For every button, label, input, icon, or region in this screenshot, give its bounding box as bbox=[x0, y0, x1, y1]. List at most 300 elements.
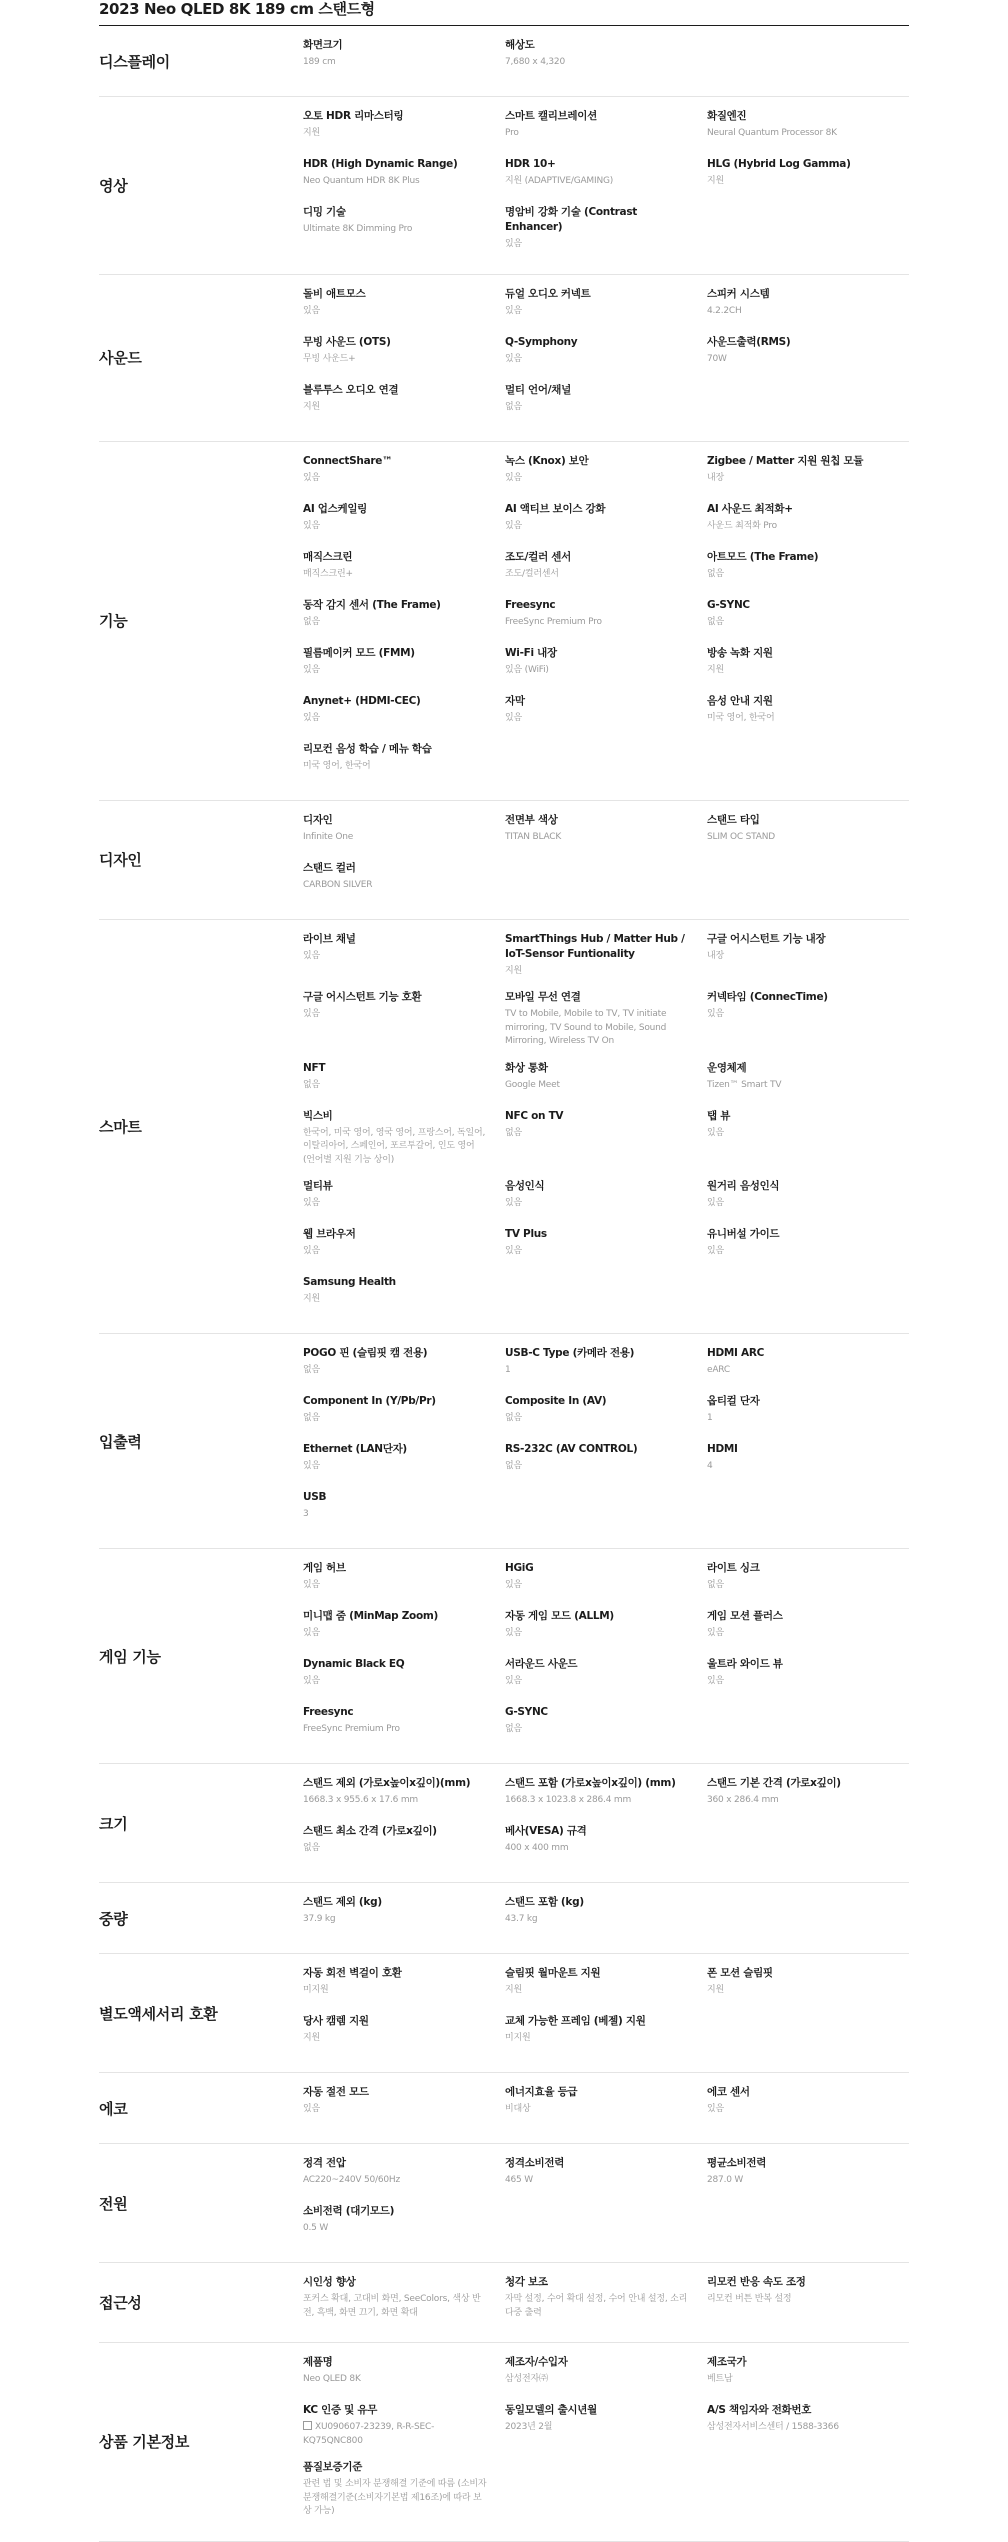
spec-label: 해상도 bbox=[505, 39, 535, 51]
spec-grid bbox=[303, 2144, 909, 2262]
spec-item bbox=[505, 1442, 707, 1478]
spec-label: 베사(VESA) 규격 bbox=[505, 1825, 587, 1837]
spec-item bbox=[303, 598, 505, 634]
spec-value-text: 미지원 bbox=[505, 2033, 531, 2043]
spec-label: 오토 HDR 리마스터링 bbox=[303, 110, 404, 122]
spec-item bbox=[303, 2085, 505, 2121]
spec-value-text: 있음 bbox=[303, 1676, 320, 1686]
spec-label: 전면부 색상 bbox=[505, 813, 558, 826]
spec-label: 청각 보조 bbox=[505, 2276, 548, 2288]
spec-value bbox=[303, 1245, 487, 1259]
spec-value bbox=[303, 2222, 487, 2236]
spec-label: 라이브 채널 bbox=[303, 932, 356, 945]
spec-value-text: 없음 bbox=[505, 1413, 522, 1423]
spec-item bbox=[707, 1394, 909, 1430]
spec-label: 웹 브라우저 bbox=[303, 1228, 356, 1240]
spec-label: HGiG bbox=[505, 1562, 534, 1574]
spec-item bbox=[707, 1657, 909, 1693]
spec-value bbox=[303, 127, 487, 141]
spec-item bbox=[303, 1442, 505, 1478]
spec-value bbox=[303, 1460, 487, 1474]
spec-value-text: Pro bbox=[505, 128, 519, 138]
section-title: 사운드 bbox=[99, 349, 142, 367]
spec-label: 제조자/수입자 bbox=[505, 2356, 568, 2368]
spec-item bbox=[505, 598, 707, 634]
spec-label: 녹스 (Knox) 보안 bbox=[505, 454, 589, 467]
spec-value bbox=[707, 1984, 891, 1998]
spec-grid bbox=[303, 920, 909, 1334]
spec-value-text: Tizen™ Smart TV bbox=[707, 1079, 782, 1090]
spec-label: Dynamic Black EQ bbox=[303, 1658, 405, 1670]
spec-item bbox=[707, 1109, 909, 1168]
spec-value-text: 삼성전자서비스센터 / 1588-3366 bbox=[707, 2422, 839, 2432]
spec-value bbox=[303, 1984, 487, 1998]
spec-value bbox=[505, 1197, 689, 1211]
spec-item bbox=[707, 646, 909, 682]
spec-value-text: TITAN BLACK bbox=[505, 831, 562, 842]
spec-label: 소비전력 (대기모드) bbox=[303, 2205, 395, 2217]
spec-value bbox=[303, 1842, 487, 1856]
spec-value bbox=[707, 950, 891, 964]
spec-value bbox=[505, 472, 689, 486]
spec-grid bbox=[303, 1764, 909, 1882]
spec-label: 리모컨 반응 속도 조정 bbox=[707, 2276, 806, 2288]
spec-value bbox=[505, 1984, 689, 1998]
spec-label: 스탠드 최소 간격 (가로x깊이) bbox=[303, 1825, 437, 1837]
spec-value-text: 4.2.2CH bbox=[707, 305, 742, 316]
spec-label: 매직스크린 bbox=[303, 550, 353, 563]
spec-item bbox=[505, 1609, 707, 1645]
spec-label: 폰 모션 슬림핏 bbox=[707, 1967, 773, 1979]
spec-value bbox=[303, 831, 487, 845]
spec-value bbox=[303, 175, 487, 189]
spec-value bbox=[707, 616, 891, 630]
spec-value bbox=[505, 1079, 689, 1093]
spec-section bbox=[99, 2263, 909, 2343]
spec-label: HDR 10+ bbox=[505, 158, 556, 170]
spec-value-text: 있음 bbox=[707, 1676, 724, 1686]
spec-label: USB bbox=[303, 1491, 327, 1503]
spec-item bbox=[505, 335, 707, 371]
spec-label: 자동 절전 모드 bbox=[303, 2086, 369, 2098]
spec-label: 게임 모션 플러스 bbox=[707, 1610, 783, 1622]
spec-value-text: FreeSync Premium Pro bbox=[303, 1724, 400, 1734]
spec-value-text: SLIM OC STAND bbox=[707, 831, 775, 842]
spec-section bbox=[99, 97, 909, 275]
spec-item bbox=[505, 1561, 707, 1597]
spec-label: 듀얼 오디오 커넥트 bbox=[505, 287, 591, 300]
spec-value bbox=[707, 1008, 891, 1022]
spec-label: ConnectShare™ bbox=[303, 454, 393, 467]
spec-value-text: 있음 bbox=[505, 239, 522, 249]
spec-grid bbox=[303, 1883, 909, 1953]
spec-value bbox=[505, 2293, 689, 2320]
spec-grid bbox=[303, 2263, 909, 2342]
spec-item bbox=[303, 1609, 505, 1645]
spec-value bbox=[505, 1364, 689, 1378]
spec-item bbox=[707, 1966, 909, 2002]
spec-item bbox=[303, 502, 505, 538]
spec-item bbox=[505, 1966, 707, 2002]
spec-item bbox=[505, 205, 707, 252]
spec-value bbox=[707, 2103, 891, 2117]
spec-value-text: 3 bbox=[303, 1509, 309, 1519]
spec-value-text: 지원 bbox=[707, 664, 724, 675]
spec-value bbox=[505, 568, 689, 582]
spec-value-text: 지원 bbox=[303, 2033, 320, 2043]
spec-item bbox=[505, 2014, 707, 2050]
spec-label: 서라운드 사운드 bbox=[505, 1658, 578, 1670]
spec-label: 동작 감지 센서 (The Frame) bbox=[303, 598, 441, 611]
spec-item bbox=[303, 861, 505, 897]
spec-value-text: 내장 bbox=[707, 472, 724, 483]
spec-value bbox=[505, 1913, 689, 1927]
spec-label: 시인성 향상 bbox=[303, 2276, 356, 2288]
spec-item bbox=[505, 1705, 707, 1741]
spec-label: 방송 녹화 지원 bbox=[707, 646, 773, 659]
spec-item bbox=[303, 2204, 505, 2240]
spec-value-text: 자막 설정, 수어 확대 설정, 수어 안내 설정, 소리 다중 출력 bbox=[505, 2294, 688, 2318]
spec-item bbox=[505, 157, 707, 193]
spec-label: 블루투스 오디오 연결 bbox=[303, 383, 399, 396]
spec-value bbox=[707, 472, 891, 486]
spec-item bbox=[303, 2355, 505, 2391]
spec-value bbox=[505, 1008, 689, 1049]
spec-value-text: Google Meet bbox=[505, 1079, 560, 1090]
spec-item bbox=[505, 694, 707, 730]
spec-value bbox=[505, 1412, 689, 1426]
spec-value-text: 한국어, 미국 영어, 영국 영어, 프랑스어, 독일어, 이탈리아어, 스페인어, 포르투갈어, 인도 영어 (언어별 지원 기능 상이) bbox=[303, 1127, 486, 1165]
spec-label: AI 액티브 보이스 강화 bbox=[505, 502, 606, 515]
spec-value-text: Neural Quantum Processor 8K bbox=[707, 128, 837, 138]
spec-item bbox=[303, 1394, 505, 1430]
spec-value bbox=[303, 1723, 487, 1737]
spec-value-text: 있음 bbox=[707, 1127, 724, 1138]
spec-label: 멀티뷰 bbox=[303, 1180, 333, 1192]
spec-label: A/S 책임자와 전화번호 bbox=[707, 2404, 812, 2416]
spec-label: 아트모드 (The Frame) bbox=[707, 550, 819, 563]
spec-value-text: CARBON SILVER bbox=[303, 879, 373, 890]
spec-value bbox=[505, 1675, 689, 1689]
spec-value-text: 1668.3 x 955.6 x 17.6 mm bbox=[303, 1795, 418, 1805]
spec-label: 제조국가 bbox=[707, 2356, 747, 2368]
spec-value-text: 없음 bbox=[303, 1843, 320, 1853]
spec-value-text: 내장 bbox=[707, 950, 724, 961]
spec-item bbox=[303, 1561, 505, 1597]
spec-label: 제품명 bbox=[303, 2356, 333, 2368]
spec-value bbox=[505, 616, 689, 630]
spec-label: 화질엔진 bbox=[707, 110, 747, 122]
spec-value bbox=[303, 1127, 487, 1168]
spec-value bbox=[505, 1627, 689, 1641]
spec-item bbox=[303, 287, 505, 323]
spec-value-text: 7,680 x 4,320 bbox=[505, 57, 565, 67]
spec-item bbox=[303, 109, 505, 145]
spec-label: Wi-Fi 내장 bbox=[505, 646, 557, 659]
spec-value-text: 있음 bbox=[707, 1198, 724, 1208]
spec-value bbox=[707, 712, 891, 726]
section-title: 게임 기능 bbox=[99, 1647, 161, 1666]
spec-item bbox=[707, 598, 909, 634]
spec-value bbox=[707, 1079, 891, 1093]
spec-value-text: 43.7 kg bbox=[505, 1914, 538, 1924]
spec-item bbox=[303, 1346, 505, 1382]
spec-label: 라이트 싱크 bbox=[707, 1562, 760, 1574]
spec-value bbox=[505, 965, 689, 979]
spec-item bbox=[505, 383, 707, 419]
spec-value-text: 189 cm bbox=[303, 57, 336, 67]
spec-item bbox=[303, 383, 505, 419]
spec-value-text: 4 bbox=[707, 1461, 713, 1471]
spec-value bbox=[303, 1079, 487, 1093]
spec-value bbox=[505, 520, 689, 534]
spec-label: 스탠드 기본 간격 (가로x깊이) bbox=[707, 1777, 841, 1789]
spec-label: 동일모델의 출시년월 bbox=[505, 2404, 597, 2416]
spec-value bbox=[707, 1675, 891, 1689]
spec-grid bbox=[303, 442, 909, 800]
spec-value bbox=[707, 175, 891, 189]
spec-item bbox=[707, 1442, 909, 1478]
spec-item bbox=[303, 742, 505, 778]
spec-value bbox=[303, 616, 487, 630]
spec-label: 품질보증기준 bbox=[303, 2461, 363, 2473]
spec-label: Q-Symphony bbox=[505, 335, 578, 348]
section-title: 입출력 bbox=[99, 1432, 142, 1451]
spec-label: 돌비 애트모스 bbox=[303, 287, 366, 300]
spec-value-text: 없음 bbox=[707, 616, 724, 627]
spec-value-text: 1668.3 x 1023.8 x 286.4 mm bbox=[505, 1795, 632, 1805]
spec-item bbox=[303, 646, 505, 682]
spec-value-text: 지원 bbox=[707, 176, 724, 186]
spec-item bbox=[303, 1061, 505, 1097]
spec-value bbox=[303, 664, 487, 678]
spec-value-text: 465 W bbox=[505, 2175, 533, 2185]
spec-grid bbox=[303, 1549, 909, 1763]
spec-item bbox=[303, 335, 505, 371]
spec-value-text: 있음 bbox=[707, 1009, 724, 1019]
spec-item bbox=[707, 1776, 909, 1812]
spec-item bbox=[505, 813, 707, 849]
spec-item bbox=[505, 2275, 707, 2320]
spec-label: USB-C Type (카메라 전용) bbox=[505, 1347, 635, 1359]
spec-item bbox=[505, 1895, 707, 1931]
spec-item bbox=[303, 813, 505, 849]
spec-label: Freesync bbox=[505, 598, 556, 611]
spec-label: Component In (Y/Pb/Pr) bbox=[303, 1395, 436, 1407]
spec-value bbox=[505, 401, 689, 415]
spec-value bbox=[303, 305, 487, 319]
spec-value bbox=[303, 223, 487, 237]
spec-value bbox=[707, 1364, 891, 1378]
spec-item bbox=[505, 646, 707, 682]
spec-value-text: Ultimate 8K Dimming Pro bbox=[303, 224, 413, 234]
spec-value bbox=[505, 1245, 689, 1259]
spec-label: Ethernet (LAN단자) bbox=[303, 1443, 407, 1455]
spec-value bbox=[707, 1794, 891, 1808]
spec-section bbox=[99, 1954, 909, 2073]
spec-label: 디자인 bbox=[303, 813, 333, 826]
spec-label: 커넥타임 (ConnecTime) bbox=[707, 991, 828, 1003]
spec-item bbox=[505, 932, 707, 979]
spec-value-text: 지원 bbox=[303, 128, 320, 138]
section-title: 기능 bbox=[99, 612, 128, 630]
spec-label: 정격소비전력 bbox=[505, 2157, 565, 2169]
spec-value-text: 70W bbox=[707, 353, 727, 364]
spec-value bbox=[303, 2478, 487, 2519]
spec-value-text: 매직스크린+ bbox=[303, 568, 353, 579]
spec-value bbox=[505, 831, 689, 845]
spec-value bbox=[505, 2174, 689, 2188]
spec-value-text: 있음 bbox=[707, 2104, 724, 2114]
spec-grid bbox=[303, 275, 909, 441]
spec-label: 음성 안내 지원 bbox=[707, 694, 773, 707]
spec-value bbox=[505, 1842, 689, 1856]
spec-section bbox=[99, 442, 909, 801]
spec-value bbox=[707, 831, 891, 845]
spec-label: 미니맵 줌 (MinMap Zoom) bbox=[303, 1610, 438, 1622]
spec-label: 원거리 음성인식 bbox=[707, 1180, 780, 1192]
spec-value bbox=[303, 56, 487, 70]
spec-label: SmartThings Hub / Matter Hub / IoT-Sensor Funtionality bbox=[505, 932, 685, 960]
spec-grid bbox=[303, 26, 909, 96]
spec-label: 명암비 강화 기술 (Contrast Enhancer) bbox=[505, 206, 638, 233]
spec-item bbox=[303, 2403, 505, 2448]
spec-item bbox=[707, 2156, 909, 2192]
section-title: 전원 bbox=[99, 2194, 128, 2213]
spec-label: 에너지효율 등급 bbox=[505, 2086, 578, 2098]
spec-value bbox=[707, 1197, 891, 1211]
spec-label: 유니버설 가이드 bbox=[707, 1228, 780, 1240]
page-title: 2023 Neo QLED 8K 189 cm 스탠드형 bbox=[99, 0, 909, 26]
spec-label: 조도/컬러 센서 bbox=[505, 550, 571, 563]
spec-value-text: 없음 bbox=[505, 1127, 522, 1138]
spec-item bbox=[707, 454, 909, 490]
spec-value-text: 있음 bbox=[303, 305, 320, 316]
spec-value-text: 287.0 W bbox=[707, 2175, 744, 2185]
section-title: 스마트 bbox=[99, 1117, 142, 1136]
spec-value-text: 있음 bbox=[707, 1628, 724, 1638]
spec-value bbox=[303, 712, 487, 726]
spec-value-text: 있음 bbox=[505, 1246, 522, 1256]
spec-value bbox=[707, 353, 891, 367]
spec-label: AI 사운드 최적화+ bbox=[707, 502, 793, 515]
spec-value-text: 360 x 286.4 mm bbox=[707, 1795, 779, 1805]
spec-section bbox=[99, 275, 909, 442]
spec-grid bbox=[303, 801, 909, 919]
spec-item bbox=[303, 694, 505, 730]
spec-value-text: 미지원 bbox=[303, 1985, 329, 1995]
spec-value-text: 지원 bbox=[505, 965, 522, 976]
spec-label: 운영체제 bbox=[707, 1061, 747, 1074]
spec-label: 자동 회전 벽걸이 호환 bbox=[303, 1967, 402, 1979]
spec-value-text: 있음 bbox=[707, 1246, 724, 1256]
spec-item bbox=[707, 1609, 909, 1645]
spec-item bbox=[505, 1394, 707, 1430]
spec-section bbox=[99, 26, 909, 97]
spec-item bbox=[505, 1776, 707, 1812]
spec-label: 구글 어시스턴트 기능 호환 bbox=[303, 991, 422, 1003]
spec-grid bbox=[303, 1954, 909, 2072]
spec-table bbox=[99, 26, 1008, 2542]
spec-item bbox=[303, 2275, 505, 2320]
spec-label: 당사 캠렘 지원 bbox=[303, 2015, 369, 2027]
spec-value bbox=[505, 1794, 689, 1808]
spec-label: 교체 가능한 프레임 (베젤) 지원 bbox=[505, 2015, 646, 2027]
spec-value-text: 없음 bbox=[303, 1365, 320, 1375]
spec-value bbox=[303, 520, 487, 534]
spec-item bbox=[303, 157, 505, 193]
spec-value-text: 있음 bbox=[505, 1198, 522, 1208]
spec-item bbox=[505, 454, 707, 490]
spec-item bbox=[303, 990, 505, 1049]
spec-label: 모바일 무선 연결 bbox=[505, 991, 581, 1003]
spec-item bbox=[303, 38, 505, 74]
spec-value-text: 2023년 2월 bbox=[505, 2422, 553, 2432]
spec-item bbox=[707, 1179, 909, 1215]
spec-item bbox=[505, 502, 707, 538]
spec-label: Anynet+ (HDMI-CEC) bbox=[303, 694, 421, 707]
spec-item bbox=[505, 2403, 707, 2448]
spec-label: Composite In (AV) bbox=[505, 1395, 607, 1407]
spec-value-text: 1 bbox=[707, 1413, 713, 1423]
spec-value bbox=[707, 664, 891, 678]
spec-label: NFT bbox=[303, 1061, 326, 1074]
spec-value-text: 없음 bbox=[707, 568, 724, 579]
section-title: 디스플레이 bbox=[99, 52, 170, 71]
spec-item bbox=[707, 932, 909, 979]
spec-value-text: 있음 (WiFi) bbox=[505, 664, 549, 675]
spec-item bbox=[505, 1109, 707, 1168]
spec-value-text: 있음 bbox=[505, 520, 522, 531]
spec-value bbox=[303, 760, 487, 774]
spec-label: 음성인식 bbox=[505, 1180, 545, 1192]
spec-label: 정격 전압 bbox=[303, 2157, 346, 2169]
spec-item bbox=[707, 287, 909, 323]
spec-item bbox=[707, 550, 909, 586]
spec-item bbox=[707, 1346, 909, 1382]
spec-item bbox=[303, 2156, 505, 2192]
spec-value bbox=[707, 305, 891, 319]
spec-grid bbox=[303, 1334, 909, 1548]
spec-section bbox=[99, 1764, 909, 1883]
spec-value bbox=[707, 127, 891, 141]
spec-value bbox=[303, 2032, 487, 2046]
spec-item bbox=[707, 502, 909, 538]
spec-item bbox=[505, 2085, 707, 2121]
spec-label: Freesync bbox=[303, 1706, 354, 1718]
spec-value bbox=[303, 2103, 487, 2117]
spec-value bbox=[505, 712, 689, 726]
spec-label: 평균소비전력 bbox=[707, 2157, 767, 2169]
spec-item bbox=[303, 1490, 505, 1526]
spec-item bbox=[303, 1657, 505, 1693]
spec-value-text: 삼성전자㈜ bbox=[505, 2374, 548, 2384]
kc-mark-icon bbox=[303, 2421, 312, 2430]
spec-value-text: 있음 bbox=[303, 950, 320, 961]
spec-label: TV Plus bbox=[505, 1228, 547, 1240]
spec-item bbox=[303, 1275, 505, 1311]
spec-item bbox=[505, 2156, 707, 2192]
spec-value-text: 있음 bbox=[303, 712, 320, 723]
spec-value bbox=[707, 1460, 891, 1474]
spec-label: 스피커 시스템 bbox=[707, 287, 770, 300]
spec-value-text: 없음 bbox=[303, 1413, 320, 1423]
spec-item bbox=[505, 1346, 707, 1382]
spec-value-text: 400 x 400 mm bbox=[505, 1843, 569, 1853]
spec-value-text: 있음 bbox=[505, 472, 522, 483]
spec-item bbox=[303, 1705, 505, 1741]
spec-item bbox=[505, 550, 707, 586]
